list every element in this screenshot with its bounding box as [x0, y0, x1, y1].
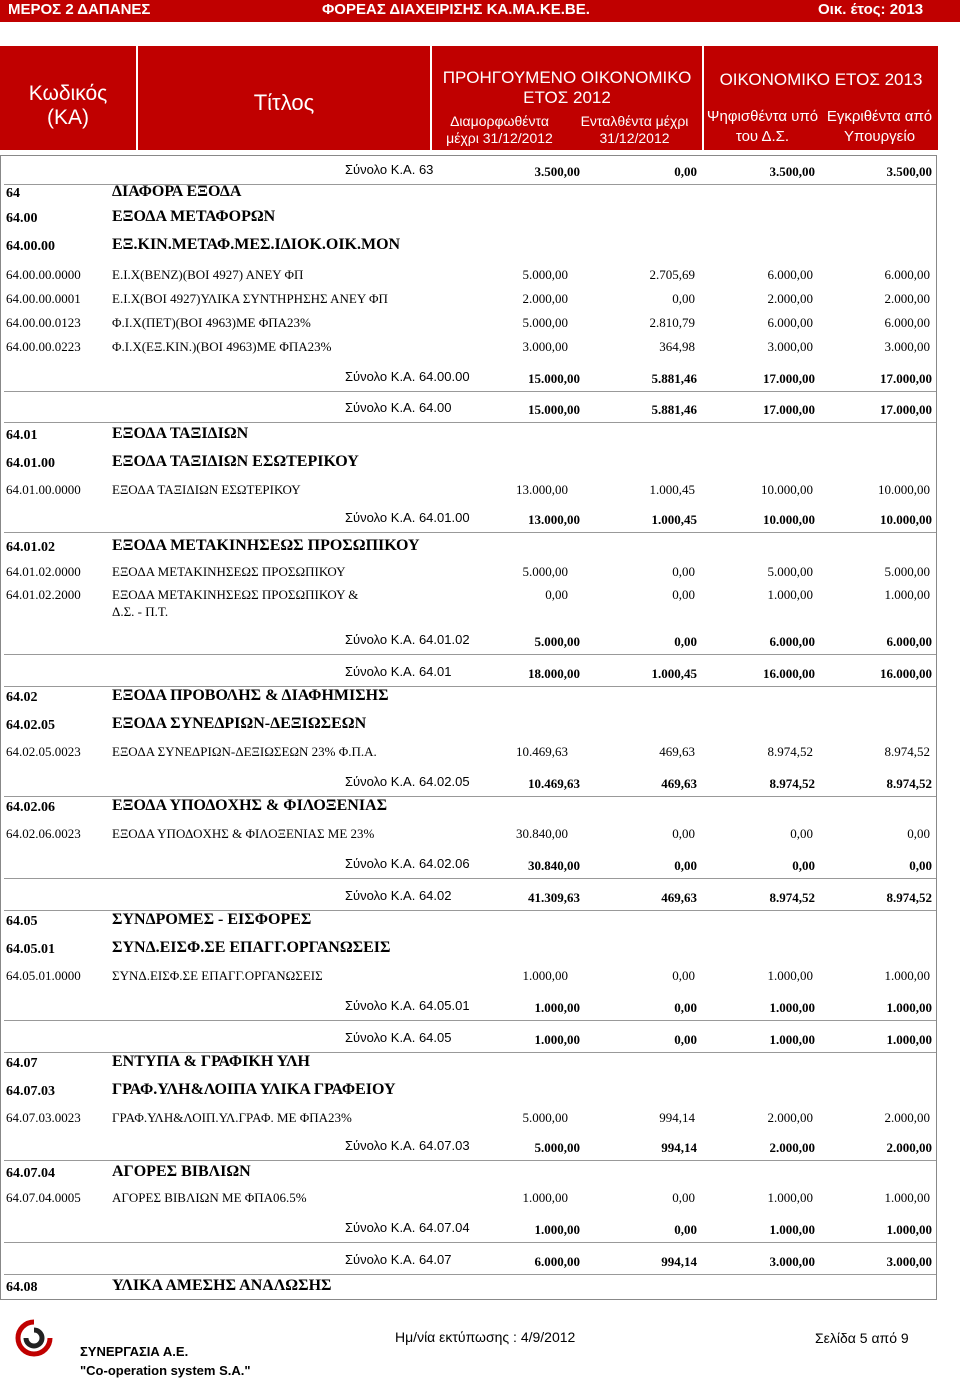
subtotal-value: 10.469,63 [528, 776, 580, 791]
section-code: 64.01 [6, 428, 38, 443]
section-title: ΕΞ.ΚΙΝ.ΜΕΤΑΦ.ΜΕΣ.ΙΔΙΟΚ.ΟΙΚ.ΜΟΝ [112, 236, 401, 253]
line-title: ΓΡΑΦ.ΥΛΗ&ΛΟΙΠ.ΥΛ.ΓΡΑΦ. ΜΕ ΦΠΑ23% [112, 1110, 352, 1125]
row-divider [4, 1274, 936, 1275]
subtotal-value: 17.000,00 [880, 402, 932, 417]
line-value: 0,00 [672, 826, 695, 841]
subtotal-value: 3.000,00 [886, 1254, 932, 1269]
subtotal-value: 2.000,00 [886, 1140, 932, 1155]
line-value: 2.000,00 [767, 291, 813, 306]
header-prev-formed: Διαμορφωθέντα [450, 113, 549, 129]
header-prev-year-2: ΕΤΟΣ 2012 [523, 88, 611, 107]
row-divider [4, 1242, 936, 1243]
line-value: 469,63 [659, 744, 695, 759]
header-prev-committed: Ενταλθέντα μέχρι [580, 113, 689, 129]
line-value: 10.000,00 [878, 482, 930, 497]
subtotal-value: 1.000,00 [534, 1032, 580, 1047]
line-title: ΣΥΝΔ.ΕΙΣΦ.ΣΕ ΕΠΑΓΓ.ΟΡΓΑΝΩΣΕΙΣ [112, 968, 323, 983]
line-code: 64.00.00.0000 [6, 267, 81, 282]
section-title: ΕΞΟΔΑ ΥΠΟΔΟΧΗΣ & ΦΙΛΟΞΕΝΙΑΣ [112, 797, 388, 814]
subtotal-value: 994,14 [661, 1254, 697, 1269]
subtotal-value: 1.000,45 [651, 512, 697, 527]
line-value: 0,00 [790, 826, 813, 841]
section-code: 64.07.04 [6, 1166, 55, 1181]
subtotal-value: 1.000,00 [886, 1000, 932, 1015]
subtotal-label: Σύνολο Κ.Α. 64.01.02 [345, 632, 470, 647]
print-date: Ημ/νία εκτύπωσης : 4/9/2012 [395, 1329, 576, 1345]
subtotal-value: 0,00 [674, 1222, 697, 1237]
subtotal-value: 8.974,52 [769, 776, 815, 791]
line-value: 8.974,52 [767, 744, 813, 759]
line-title: ΕΞΟΔΑ ΥΠΟΔΟΧΗΣ & ΦΙΛΟΞΕΝΙΑΣ ΜΕ 23% [112, 826, 375, 841]
header-title: Τίτλος [253, 90, 315, 115]
line-value: 1.000,00 [767, 968, 813, 983]
line-value: 5.000,00 [884, 564, 930, 579]
part-label: ΜΕΡΟΣ 2 ΔΑΠΑΝΕΣ [8, 1, 151, 18]
page-footer [0, 1300, 960, 1380]
header-prev-year: ΠΡΟΗΓΟΥΜΕΝΟ ΟΙΚΟΝΟΜΙΚΟ [442, 68, 692, 87]
line-value: 5.000,00 [522, 267, 568, 282]
subtotal-value: 3.500,00 [886, 164, 932, 179]
section-title: ΣΥΝΔ.ΕΙΣΦ.ΣΕ ΕΠΑΓΓ.ΟΡΓΑΝΩΣΕΙΣ [112, 939, 391, 956]
line-title: ΕΞΟΔΑ ΜΕΤΑΚΙΝΗΣΕΩΣ ΠΡΟΣΩΠΙΚΟΥ & [112, 587, 359, 602]
subtotal-value: 0,00 [674, 858, 697, 873]
line-code: 64.02.06.0023 [6, 826, 81, 841]
line-value: 6.000,00 [884, 267, 930, 282]
company-name-en: "Co-operation system S.A." [80, 1363, 251, 1378]
line-code: 64.02.05.0023 [6, 744, 81, 759]
section-code: 64.05.01 [6, 942, 55, 957]
subtotal-value: 13.000,00 [528, 512, 580, 527]
header-code: Κωδικός [28, 82, 108, 105]
section-title: ΕΞΟΔΑ ΣΥΝΕΔΡΙΩΝ-ΔΕΞΙΩΣΕΩΝ [112, 715, 367, 732]
subtotal-label: Σύνολο Κ.Α. 64.01 [345, 664, 452, 679]
section-code: 64.02.05 [6, 718, 55, 733]
line-code: 64.01.00.0000 [6, 482, 81, 497]
row-divider [4, 422, 936, 423]
line-value: 5.000,00 [767, 564, 813, 579]
row-divider [4, 1020, 936, 1021]
subtotal-value: 3.500,00 [769, 164, 815, 179]
line-value: 5.000,00 [522, 564, 568, 579]
line-value: 3.000,00 [767, 339, 813, 354]
section-title: ΔΙΑΦΟΡΑ ΕΞΟΔΑ [112, 183, 242, 200]
section-code: 64.01.00 [6, 456, 55, 471]
section-code: 64.05 [6, 914, 38, 929]
line-title: Φ.Ι.Χ(ΕΞ.ΚΙΝ.)(ΒΟΙ 4963)ΜΕ ΦΠΑ23% [112, 339, 332, 354]
section-code: 64.02 [6, 690, 38, 705]
line-code: 64.00.00.0223 [6, 339, 81, 354]
line-title: Ε.Ι.Χ(ΒΟΙ 4927)ΥΛΙΚΑ ΣΥΝΤΗΡΗΣΗΣ ΑΝΕΥ ΦΠ [112, 291, 388, 306]
line-value: 2.000,00 [767, 1110, 813, 1125]
line-value: 0,00 [672, 564, 695, 579]
subtotal-label: Σύνολο Κ.Α. 64.00.00 [345, 369, 470, 384]
subtotal-value: 5.000,00 [534, 634, 580, 649]
line-value: 10.469,63 [516, 744, 568, 759]
subtotal-label: Σύνολο Κ.Α. 64.00 [345, 400, 452, 415]
line-title: ΕΞΟΔΑ ΤΑΞΙΔΙΩΝ ΕΣΩΤΕΡΙΚΟΥ [112, 482, 301, 497]
section-code: 64.01.02 [6, 540, 55, 555]
line-value: 1.000,00 [767, 1190, 813, 1205]
section-title: ΑΓΟΡΕΣ ΒΙΒΛΙΩΝ [112, 1163, 251, 1180]
section-title: ΕΞΟΔΑ ΤΑΞΙΔΙΩΝ ΕΣΩΤΕΡΙΚΟΥ [112, 453, 359, 470]
subtotal-value: 16.000,00 [763, 666, 815, 681]
line-title: ΕΞΟΔΑ ΣΥΝΕΔΡΙΩΝ-ΔΕΞΙΩΣΕΩΝ 23% Φ.Π.Α. [112, 744, 377, 759]
section-title: ΕΝΤΥΠΑ & ΓΡΑΦΙΚΗ ΥΛΗ [112, 1053, 310, 1070]
line-value: 364,98 [659, 339, 695, 354]
subtotal-value: 1.000,00 [769, 1222, 815, 1237]
subtotal-value: 6.000,00 [534, 1254, 580, 1269]
subtotal-value: 17.000,00 [763, 371, 815, 386]
line-value: 1.000,00 [522, 1190, 568, 1205]
row-divider [4, 654, 936, 655]
row-divider [4, 532, 936, 533]
line-value: 30.840,00 [516, 826, 568, 841]
line-value: 3.000,00 [884, 339, 930, 354]
subtotal-value: 0,00 [674, 1000, 697, 1015]
section-code: 64 [6, 186, 20, 201]
line-value: 10.000,00 [761, 482, 813, 497]
line-code: 64.00.00.0001 [6, 291, 81, 306]
section-title: ΕΞΟΔΑ ΜΕΤΑΚΙΝΗΣΕΩΣ ΠΡΟΣΩΠΙΚΟΥ [112, 537, 420, 554]
subtotal-value: 1.000,00 [769, 1032, 815, 1047]
line-value: 0,00 [672, 587, 695, 602]
subtotal-label: Σύνολο Κ.Α. 63 [345, 162, 434, 177]
subtotal-value: 1.000,00 [534, 1000, 580, 1015]
subtotal-value: 30.840,00 [528, 858, 580, 873]
subtotal-value: 3.500,00 [534, 164, 580, 179]
subtotal-label: Σύνολο Κ.Α. 64.05 [345, 1030, 452, 1045]
line-value: 0,00 [545, 587, 568, 602]
subtotal-value: 0,00 [674, 1032, 697, 1047]
subtotal-value: 0,00 [909, 858, 932, 873]
section-code: 64.07.03 [6, 1084, 55, 1099]
subtotal-value: 8.974,52 [769, 890, 815, 905]
row-divider [4, 1160, 936, 1161]
company-logo [14, 1318, 54, 1358]
section-title: ΥΛΙΚΑ ΑΜΕΣΗΣ ΑΝΑΛΩΣΗΣ [112, 1277, 332, 1294]
line-title: ΕΞΟΔΑ ΜΕΤΑΚΙΝΗΣΕΩΣ ΠΡΟΣΩΠΙΚΟΥ [112, 564, 346, 579]
line-code: 64.00.00.0123 [6, 315, 81, 330]
subtotal-value: 1.000,00 [886, 1222, 932, 1237]
line-title: ΑΓΟΡΕΣ ΒΙΒΛΙΩΝ ΜΕ ΦΠΑ06.5% [112, 1190, 307, 1205]
header-approved: Εγκριθέντα από [826, 108, 933, 125]
line-value: 0,00 [672, 1190, 695, 1205]
header-code-sub: (ΚΑ) [47, 106, 89, 129]
subtotal-value: 15.000,00 [528, 371, 580, 386]
subtotal-value: 8.974,52 [886, 890, 932, 905]
subtotal-value: 16.000,00 [880, 666, 932, 681]
fiscal-year-label: Οικ. έτος: 2013 [818, 1, 924, 18]
subtotal-value: 41.309,63 [528, 890, 580, 905]
subtotal-value: 5.000,00 [534, 1140, 580, 1155]
subtotal-value: 17.000,00 [763, 402, 815, 417]
subtotal-value: 5.881,46 [651, 402, 697, 417]
subtotal-value: 5.881,46 [651, 371, 697, 386]
line-value: 5.000,00 [522, 1110, 568, 1125]
section-title: ΕΞΟΔΑ ΠΡΟΒΟΛΗΣ & ΔΙΑΦΗΜΙΣΗΣ [112, 687, 389, 704]
subtotal-value: 1.000,45 [651, 666, 697, 681]
section-code: 64.08 [6, 1280, 38, 1295]
subtotal-value: 1.000,00 [534, 1222, 580, 1237]
subtotal-label: Σύνολο Κ.Α. 64.02 [345, 888, 452, 903]
line-value: 1.000,00 [884, 1190, 930, 1205]
subtotal-value: 18.000,00 [528, 666, 580, 681]
section-code: 64.07 [6, 1056, 38, 1071]
subtotal-value: 469,63 [661, 776, 697, 791]
subtotal-value: 17.000,00 [880, 371, 932, 386]
subtotal-value: 10.000,00 [763, 512, 815, 527]
line-title-cont: Δ.Σ. - Π.Τ. [112, 604, 169, 619]
subtotal-value: 1.000,00 [886, 1032, 932, 1047]
subtotal-value: 6.000,00 [769, 634, 815, 649]
line-value: 1.000,00 [884, 587, 930, 602]
line-value: 2.000,00 [884, 1110, 930, 1125]
line-value: 0,00 [907, 826, 930, 841]
line-value: 13.000,00 [516, 482, 568, 497]
line-code: 64.07.03.0023 [6, 1110, 81, 1125]
line-value: 0,00 [672, 968, 695, 983]
section-title: ΕΞΟΔΑ ΤΑΞΙΔΙΩΝ [112, 425, 249, 442]
line-value: 1.000,00 [767, 587, 813, 602]
subtotal-label: Σύνολο Κ.Α. 64.07.04 [345, 1220, 470, 1235]
header-voted: Ψηφισθέντα υπό [706, 108, 819, 125]
subtotal-value: 1.000,00 [769, 1000, 815, 1015]
line-title: Φ.Ι.Χ(ΠΕΤ)(ΒΟΙ 4963)ΜΕ ΦΠΑ23% [112, 315, 311, 330]
line-code: 64.05.01.0000 [6, 968, 81, 983]
line-code: 64.07.04.0005 [6, 1190, 81, 1205]
line-value: 2.000,00 [522, 291, 568, 306]
header-approved-2: Υπουργείο [843, 128, 916, 145]
section-title: ΕΞΟΔΑ ΜΕΤΑΦΟΡΩΝ [112, 208, 276, 225]
line-value: 8.974,52 [884, 744, 930, 759]
section-code: 64.00.00 [6, 239, 55, 254]
section-title: ΣΥΝΔΡΟΜΕΣ - ΕΙΣΦΟΡΕΣ [112, 911, 312, 928]
header-current-year: ΟΙΚΟΝΟΜΙΚΟ ΕΤΟΣ 2013 [719, 70, 923, 89]
company-name: ΣΥΝΕΡΓΑΣΙΑ Α.Ε. [80, 1344, 189, 1359]
line-title: Ε.Ι.Χ(ΒΕΝΖ)(ΒΟΙ 4927) ΑΝΕΥ ΦΠ [112, 267, 304, 282]
line-value: 2.705,69 [649, 267, 695, 282]
page-number: Σελίδα 5 από 9 [815, 1330, 909, 1346]
subtotal-value: 10.000,00 [880, 512, 932, 527]
subtotal-value: 994,14 [661, 1140, 697, 1155]
row-divider [4, 878, 936, 879]
header-prev-committed-2: 31/12/2012 [599, 130, 670, 146]
entity-label: ΦΟΡΕΑΣ ΔΙΑΧΕΙΡΙΣΗΣ ΚΑ.ΜΑ.ΚΕ.ΒΕ. [322, 1, 590, 18]
subtotal-value: 0,00 [792, 858, 815, 873]
subtotal-label: Σύνολο Κ.Α. 64.02.06 [345, 856, 470, 871]
subtotal-value: 469,63 [661, 890, 697, 905]
line-code: 64.01.02.2000 [6, 587, 81, 602]
line-value: 1.000,45 [649, 482, 695, 497]
line-value: 0,00 [672, 291, 695, 306]
subtotal-label: Σύνολο Κ.Α. 64.02.05 [345, 774, 470, 789]
header-voted-2: του Δ.Σ. [735, 128, 790, 145]
subtotal-value: 15.000,00 [528, 402, 580, 417]
subtotal-label: Σύνολο Κ.Α. 64.07.03 [345, 1138, 470, 1153]
section-title: ΓΡΑΦ.ΥΛΗ&ΛΟΙΠΑ ΥΛΙΚΑ ΓΡΑΦΕΙΟΥ [112, 1081, 396, 1098]
subtotal-value: 3.000,00 [769, 1254, 815, 1269]
line-value: 1.000,00 [884, 968, 930, 983]
line-value: 3.000,00 [522, 339, 568, 354]
subtotal-label: Σύνολο Κ.Α. 64.07 [345, 1252, 452, 1267]
subtotal-value: 0,00 [674, 634, 697, 649]
line-value: 6.000,00 [884, 315, 930, 330]
subtotal-value: 0,00 [674, 164, 697, 179]
line-value: 6.000,00 [767, 315, 813, 330]
subtotal-value: 2.000,00 [769, 1140, 815, 1155]
subtotal-label: Σύνολο Κ.Α. 64.05.01 [345, 998, 470, 1013]
subtotal-label: Σύνολο Κ.Α. 64.01.00 [345, 510, 470, 525]
header-prev-formed-2: μέχρι 31/12/2012 [446, 130, 553, 146]
line-value: 5.000,00 [522, 315, 568, 330]
section-code: 64.02.06 [6, 800, 55, 815]
line-code: 64.01.02.0000 [6, 564, 81, 579]
line-value: 994,14 [659, 1110, 695, 1125]
row-divider [4, 391, 936, 392]
line-value: 2.000,00 [884, 291, 930, 306]
line-value: 6.000,00 [767, 267, 813, 282]
subtotal-value: 6.000,00 [886, 634, 932, 649]
line-value: 1.000,00 [522, 968, 568, 983]
subtotal-value: 8.974,52 [886, 776, 932, 791]
line-value: 2.810,79 [649, 315, 695, 330]
section-code: 64.00 [6, 211, 38, 226]
